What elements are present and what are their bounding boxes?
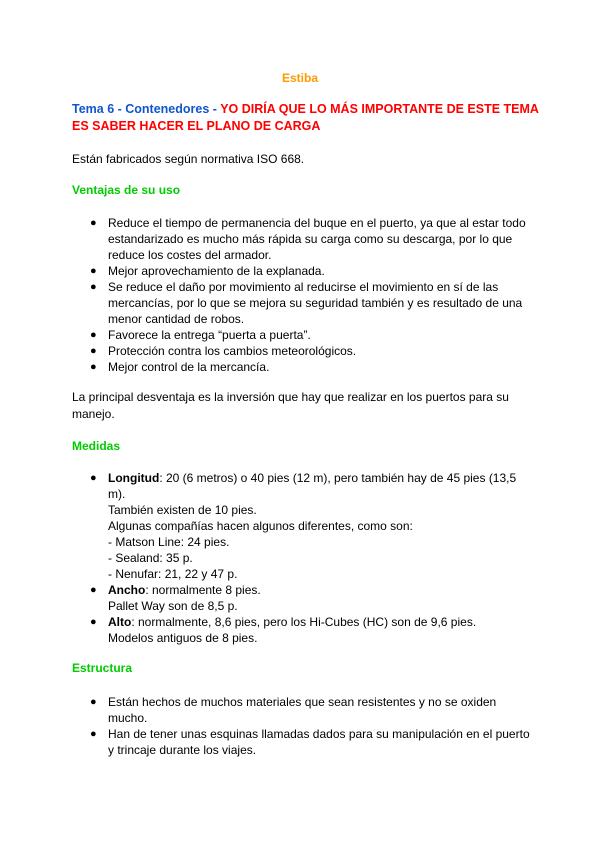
ancho-line: Pallet Way son de 8,5 p.: [108, 599, 238, 613]
list-item-text: Han de tener unas esquinas llamadas dados para su manipulación en el puerto y trincaje durante los viajes.: [108, 727, 530, 757]
section-heading-medidas: Medidas: [72, 439, 121, 453]
list-item-text: Protección contra los cambios meteorológicos.: [108, 344, 357, 358]
bullet-icon: ●: [90, 265, 97, 277]
list-item-text: Se reduce el daño por movimiento al reducirse el movimiento en sí de las mercancías, por lo que se mejora su seguridad también y es resultado de una menor cantidad de robos.: [108, 280, 523, 326]
section-heading-estructura: Estructura: [72, 661, 133, 675]
topic-heading: [72, 101, 542, 135]
alto-text: : normalmente, 8,6 pies, pero los Hi-Cubes (HC) son de 9,6 pies.: [131, 615, 477, 629]
list-item: [72, 263, 532, 279]
topic-title: Tema 6 - Contenedores -: [72, 102, 221, 116]
bullet-icon: ●: [90, 345, 97, 357]
list-item: [72, 694, 532, 726]
longitud-text: : 20 (6 metros) o 40 pies (12 m), pero también hay de 45 pies (13,5 m).: [108, 471, 517, 501]
section-heading-ventajas: Ventajas de su uso: [72, 183, 181, 197]
bullet-icon: ●: [90, 329, 97, 341]
ancho-text: : normalmente 8 pies.: [145, 583, 261, 597]
bullet-icon: ●: [90, 361, 97, 373]
topic-note: YO DIRÍA QUE LO MÁS IMPORTANTE DE ESTE TEMA ES SABER HACER EL PLANO DE CARGA: [72, 102, 539, 133]
bullet-icon: ●: [90, 696, 97, 708]
longitud-line: - Sealand: 35 p.: [108, 551, 193, 565]
longitud-line: - Matson Line: 24 pies.: [108, 535, 230, 549]
list-item: [72, 327, 532, 343]
list-item-text: Están hechos de muchos materiales que sean resistentes y no se oxiden mucho.: [108, 695, 497, 725]
list-item: [72, 279, 532, 327]
longitud-label: Longitud: [108, 471, 160, 485]
longitud-line: También existen de 10 pies.: [108, 503, 257, 517]
bullet-icon: ●: [90, 584, 97, 596]
list-item: [72, 215, 532, 263]
list-item: [72, 726, 532, 758]
list-item: [72, 343, 532, 359]
longitud-line: - Nenufar: 21, 22 y 47 p.: [108, 567, 238, 581]
bullet-icon: ●: [90, 616, 97, 628]
document-title: Estiba: [281, 71, 318, 85]
longitud-line: Algunas compañías hacen algunos diferentes, como son:: [108, 519, 413, 533]
alto-line: Modelos antiguos de 8 pies.: [108, 631, 258, 645]
list-item-ancho: [72, 582, 532, 614]
bullet-icon: ●: [90, 217, 97, 229]
list-item-text: Mejor control de la mercancía.: [108, 360, 270, 374]
list-item-longitud: [72, 470, 532, 582]
list-item-alto: [72, 614, 532, 646]
list-item: [72, 359, 532, 375]
ancho-label: Ancho: [108, 583, 146, 597]
estructura-list: [72, 694, 532, 758]
bullet-icon: ●: [90, 728, 97, 740]
medidas-list: [72, 470, 532, 646]
intro-paragraph: Están fabricados según normativa ISO 668.: [72, 152, 305, 166]
list-item-text: Reduce el tiempo de permanencia del buque en el puerto, ya que al estar todo estandarizado es mucho más rápida su carga como su descarga, por lo que reduce los costes del armador.: [108, 216, 526, 262]
list-item-text: Mejor aprovechamiento de la explanada.: [108, 264, 325, 278]
desventaja-paragraph: La principal desventaja es la inversión que hay que realizar en los puertos para su manejo.: [72, 390, 509, 421]
bullet-icon: ●: [90, 472, 97, 484]
list-item-text: Favorece la entrega “puerta a puerta”.: [108, 328, 311, 342]
alto-label: Alto: [108, 615, 132, 629]
ventajas-list: [72, 215, 532, 375]
bullet-icon: ●: [90, 281, 97, 293]
